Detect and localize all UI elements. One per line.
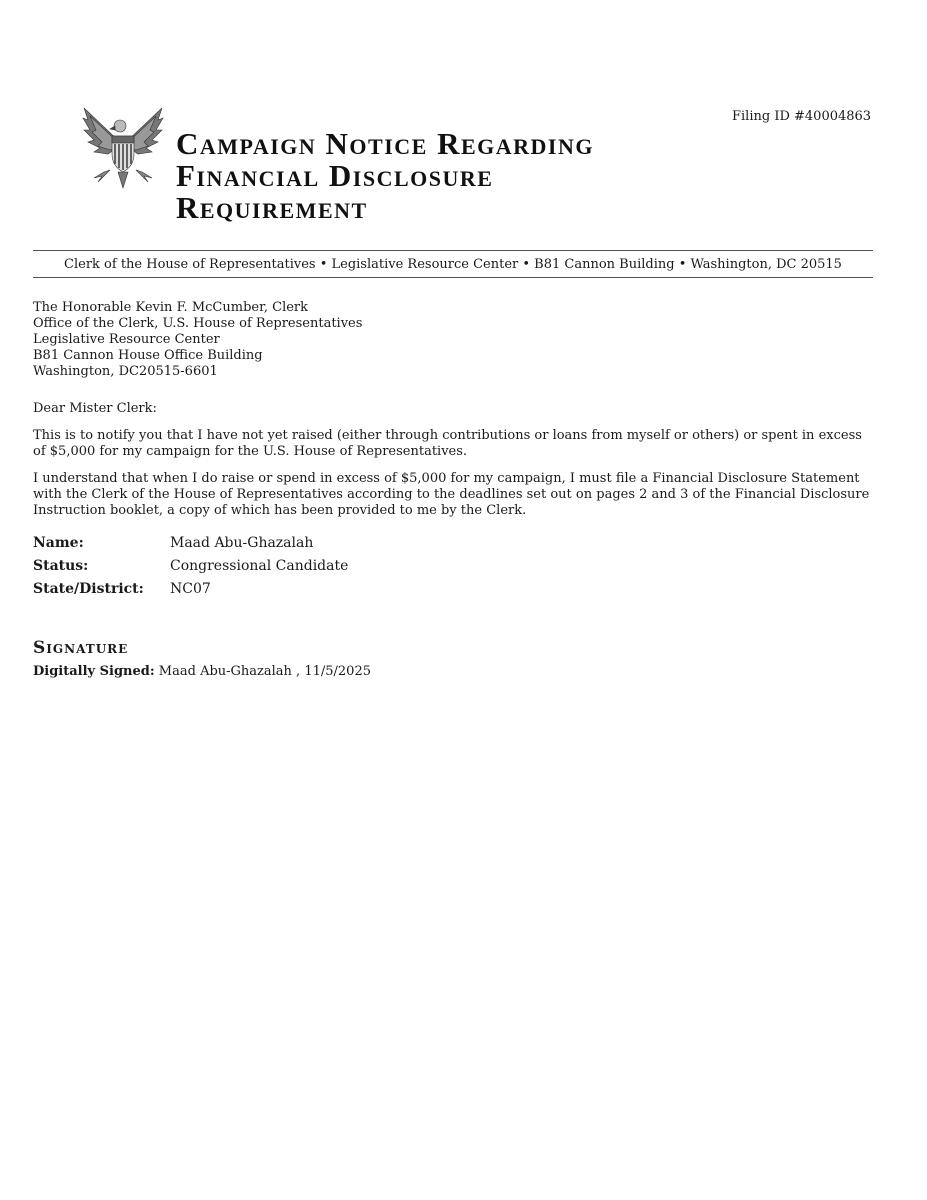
understanding-paragraph: I understand that when I do raise or spend in excess of $5,000 for my campaign, I must file a Financial Disclosure Statement with the Clerk of the House of Representatives according to the deadlines set out on pages 2 and 3 of the Financial Disclosure Instruction booklet, a copy of which has been provided to me by the Clerk. (33, 471, 870, 518)
addressee-line: Legislative Resource Center (33, 332, 220, 347)
title-line-1: Campaign Notice Regarding (176, 126, 594, 161)
title-line-3: Requirement (176, 190, 368, 225)
candidate-fields (33, 531, 873, 600)
header-divider-top (33, 250, 873, 251)
addressee-block (33, 300, 873, 380)
field-row-name (33, 531, 873, 554)
greeting: Dear Mister Clerk: (33, 401, 157, 416)
title-line-2: Financial Disclosure (176, 158, 494, 193)
addressee-line: The Honorable Kevin F. McCumber, Clerk (33, 300, 309, 315)
field-label: State/District: (33, 580, 144, 597)
filing-id: Filing ID #40004863 (732, 109, 872, 124)
field-label: Status: (33, 557, 89, 574)
field-row-status (33, 554, 873, 577)
signature-line (33, 664, 873, 680)
letter-body (33, 300, 873, 680)
header-divider-bottom (33, 277, 873, 278)
candidate-name: Maad Abu-Ghazalah (170, 534, 314, 551)
clerk-address-bar: Clerk of the House of Representatives • Legislative Resource Center • B81 Cannon Building • Washington, DC 20515 (64, 257, 842, 272)
addressee-line: Office of the Clerk, U.S. House of Representatives (33, 316, 363, 331)
addressee-line: B81 Cannon House Office Building (33, 348, 263, 363)
signature-label: Digitally Signed: (33, 664, 155, 679)
candidate-status: Congressional Candidate (170, 557, 349, 574)
document-title (176, 128, 594, 224)
field-label: Name: (33, 534, 84, 551)
signature-heading: Signature (33, 638, 129, 658)
signature-value: Maad Abu-Ghazalah , 11/5/2025 (158, 664, 371, 679)
field-row-district (33, 577, 873, 600)
notification-paragraph: This is to notify you that I have not yet raised (either through contributions or loans from myself or others) or spent in excess of $5,000 for my campaign for the U.S. House of Representatives. (33, 428, 862, 459)
state-district: NC07 (170, 580, 211, 597)
house-seal-eagle-icon (80, 104, 166, 190)
addressee-line: Washington, DC20515-6601 (33, 364, 218, 379)
